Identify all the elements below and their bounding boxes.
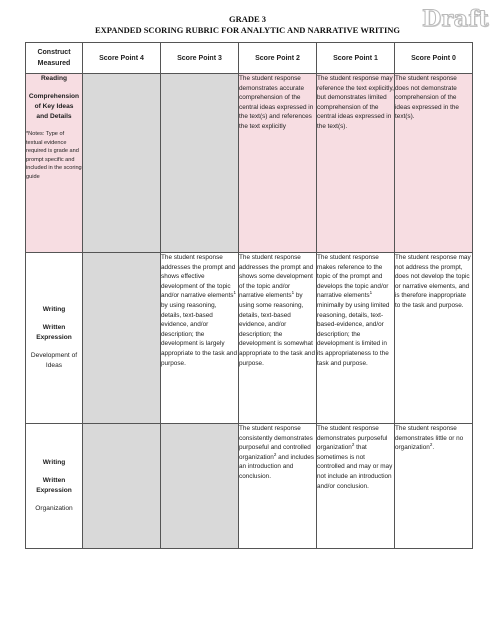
footnote-marker: 2 [351,442,355,448]
table-row-organization [26,424,473,549]
construct-title: Reading [40,75,67,82]
cell-text: The student response consistently demonstrates purposeful and controlled organization [239,425,313,461]
scoring-rubric-table [25,42,473,549]
cell-text: minimally by using limited reasoning, details, text-based-evidence, and/or description; the development is limited in its appropriateness to the task and purpose. [317,301,390,367]
construct-development [26,253,83,424]
header-score-point-1: Score Point 1 [317,43,395,74]
footnote-marker: 2 [429,442,433,448]
cell-text: The student response addresses the prompt and shows effective development of the topic and/or narrative elements [161,254,236,300]
header-score-point-0: Score Point 0 [395,43,473,74]
development-sp4-cell [83,253,161,424]
cell-text: that sometimes is not controlled and may or may not include an introduction and/or conclusion. [317,444,393,490]
development-sp0-cell: The student response may not address the prompt, does not develop the topic or narrative elements, and is therefore inappropriate to the task and purpose. [395,253,473,424]
footnote-marker: 1 [369,290,373,296]
construct-subtitle: Expression [36,487,72,494]
construct-subtitle: Ideas [45,362,63,369]
header-score-point-3: Score Point 3 [161,43,239,74]
document-title [0,14,495,36]
construct-subtitle: of Key Ideas [34,103,74,110]
reading-sp2-cell: The student response demonstrates accurate comprehension of the central ideas expressed in the text(s) and references the text explicitly [239,74,317,253]
organization-sp3-cell [161,424,239,549]
development-sp1-cell [317,253,395,424]
development-sp3-cell [161,253,239,424]
header-construct-line2: Measured [37,60,71,67]
construct-subtitle: Comprehension [28,93,80,100]
construct-subtitle: Expression [36,334,72,341]
construct-subtitle: and Details [36,113,72,120]
cell-text: The student response demonstrates purposeful organization [317,425,388,452]
development-sp2-cell [239,253,317,424]
cell-text: and includes an introduction and conclusion. [239,453,315,480]
reading-sp3-cell [161,74,239,253]
table-row-development [26,253,473,424]
reading-sp4-cell [83,74,161,253]
construct-reading [26,74,83,253]
header-construct-measured [26,43,83,74]
construct-organization [26,424,83,549]
header-score-point-4: Score Point 4 [83,43,161,74]
draft-watermark: Draft [421,6,489,32]
cell-text: The student response makes reference to the topic of the prompt and develops the topic and/or narrative elements [317,254,389,300]
cell-text: The student response demonstrates little or no organization [395,425,464,452]
footnote-marker: 2 [273,451,277,457]
header-score-point-2: Score Point 2 [239,43,317,74]
organization-sp4-cell [83,424,161,549]
footnote-marker: 1 [233,290,236,296]
cell-text: by using some reasoning, details, text-based evidence, and/or description; the development is somewhat appropriate to the task and purpose. [239,292,316,367]
header-construct-line1: Construct [37,49,71,56]
construct-subtitle: Written [42,324,66,331]
table-row-reading [26,74,473,253]
organization-sp2-cell [239,424,317,549]
reading-sp1-cell: The student response may reference the text explicitly, but demonstrates limited comprehension of the central ideas expressed in the text(s). [317,74,395,253]
organization-sp0-cell [395,424,473,549]
cell-text: The student response addresses the prompt and shows some development of the topic and/or narrative elements [239,254,314,300]
organization-sp1-cell [317,424,395,549]
footnote-marker: 1 [291,290,295,296]
construct-subtitle: Organization [35,505,73,512]
construct-subtitle: Written [42,477,66,484]
reading-sp0-cell: The student response does not demonstrate comprehension of the ideas expressed in the text(s). [395,74,473,253]
title-rubric: EXPANDED SCORING RUBRIC FOR ANALYTIC AND NARRATIVE WRITING [94,25,401,35]
table-header-row [26,43,473,74]
construct-title: Writing [42,459,66,466]
title-grade: GRADE 3 [228,14,267,24]
cell-text: by using reasoning, details, text-based evidence, and/or description; the development is largely appropriate to the task and purpose. [161,301,238,367]
construct-subtitle: Development of [30,352,78,359]
cell-text: . [432,444,435,452]
construct-title: Writing [42,306,66,313]
construct-notes: *Notes: Type of textual evidence required is grade and prompt specific and included in the scoring guide [26,131,82,180]
